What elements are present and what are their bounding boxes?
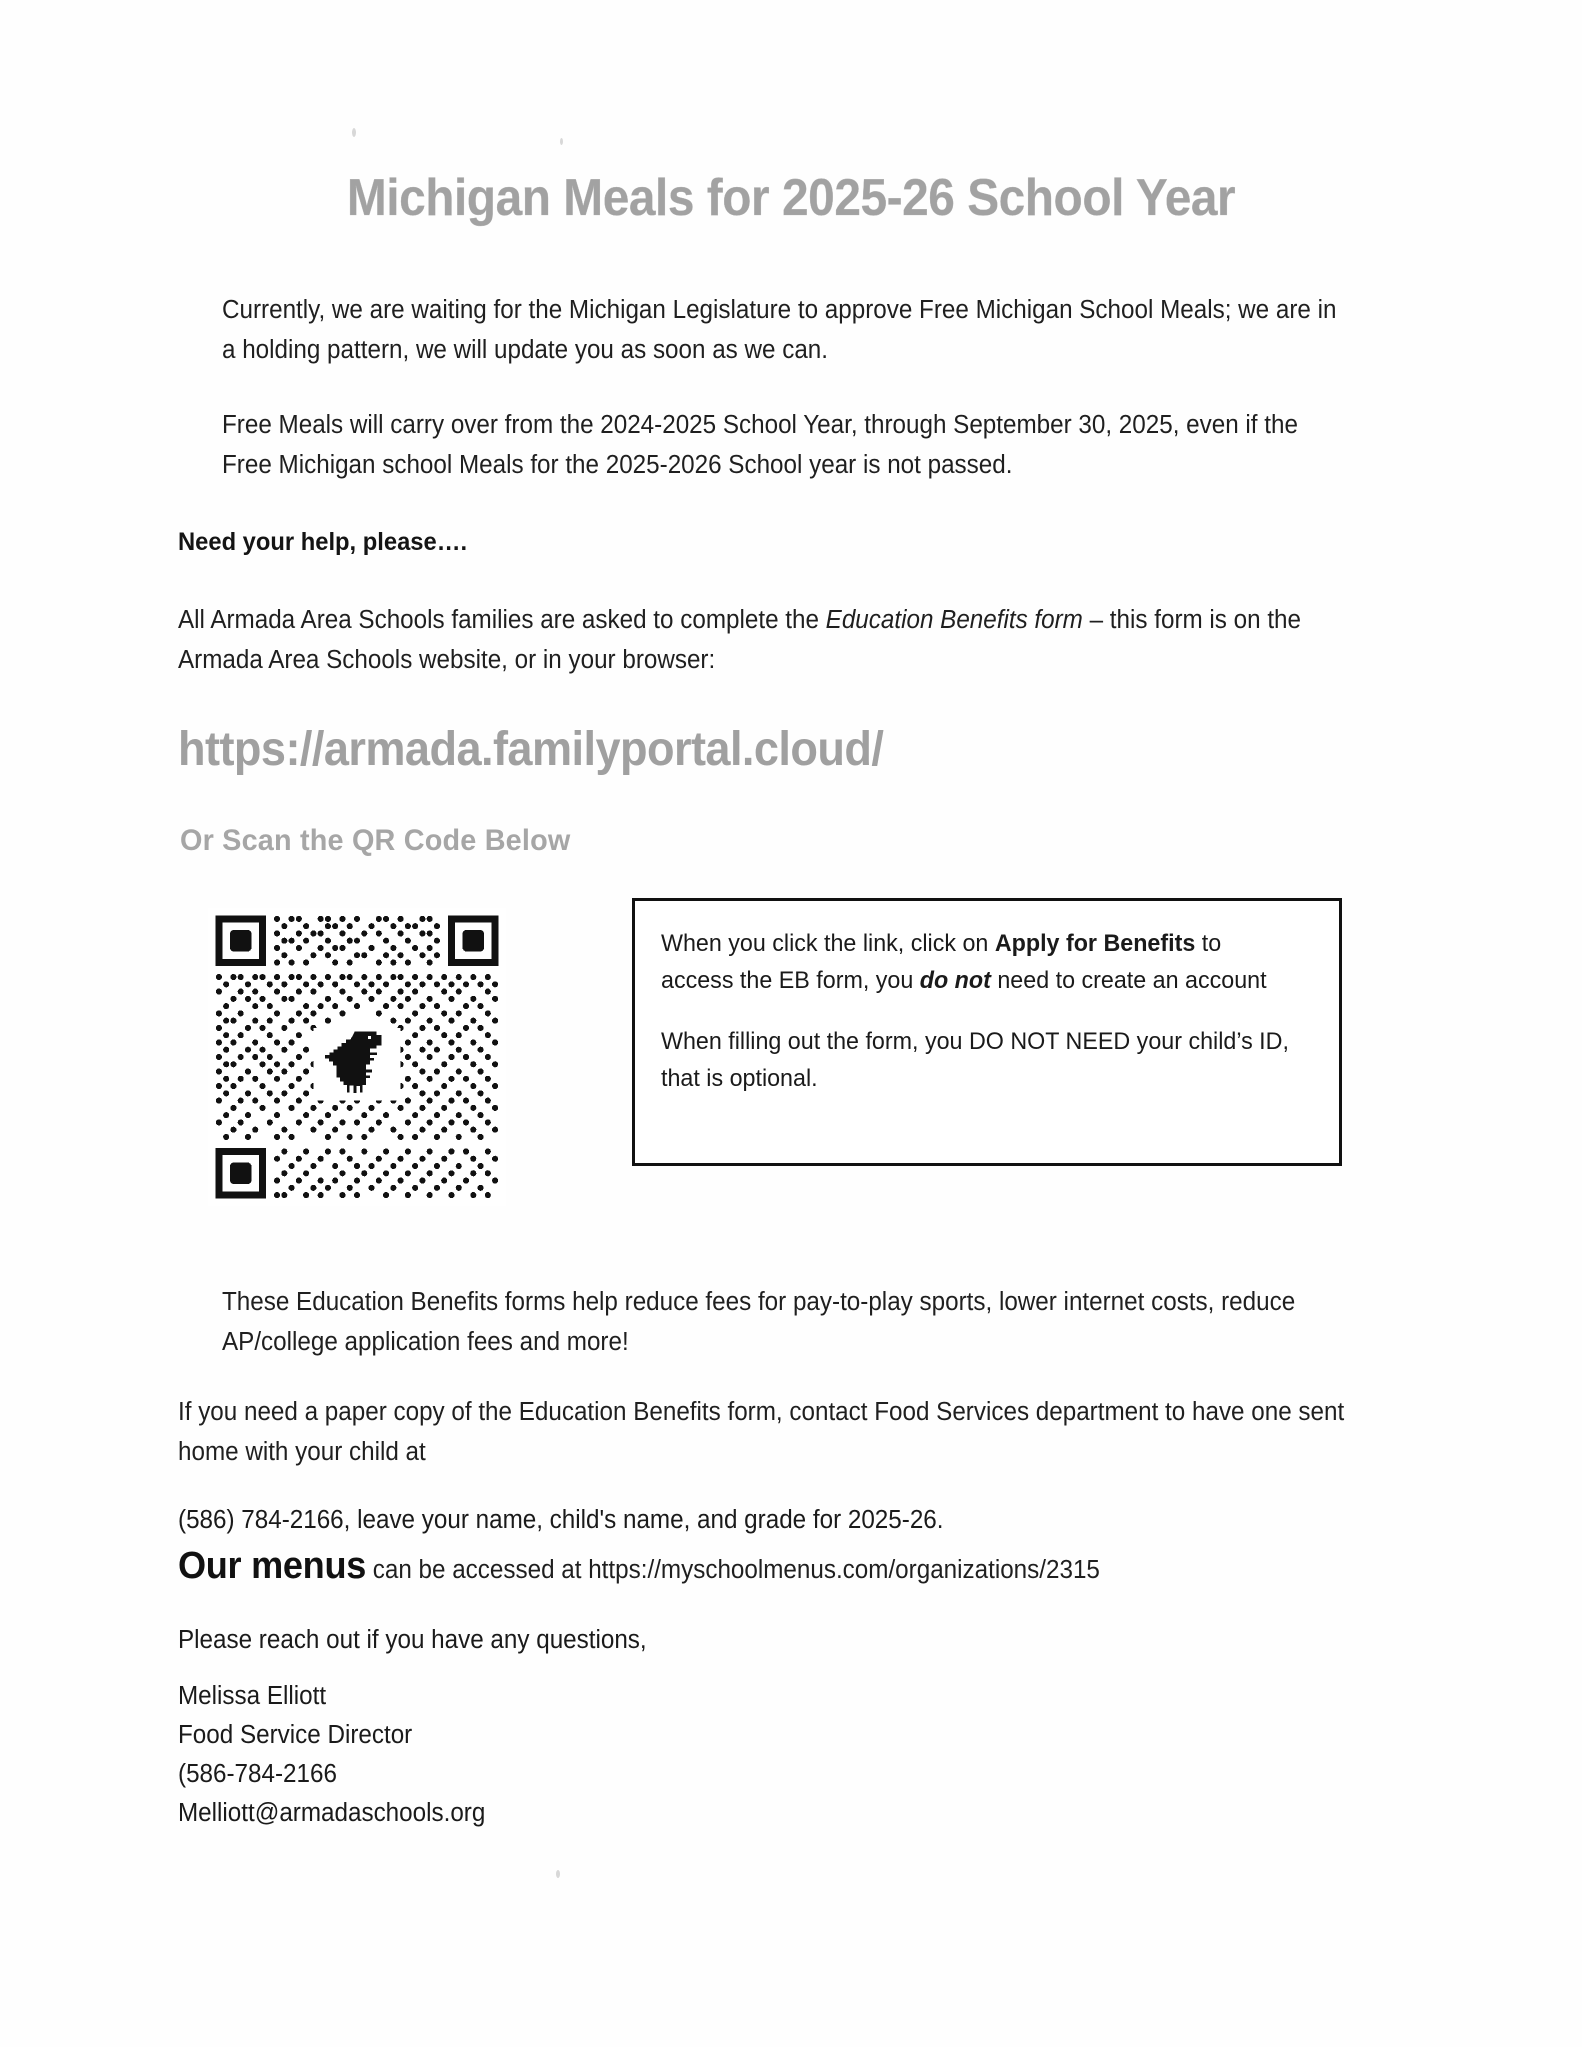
signature-phone: (586-784-2166 <box>178 1760 337 1788</box>
scan-speck <box>556 1870 560 1878</box>
signature-email[interactable]: Melliott@armadaschools.org <box>178 1799 486 1827</box>
signature-role: Food Service Director <box>178 1721 413 1749</box>
page-title: Michigan Meals for 2025-26 School Year <box>346 169 1236 227</box>
callout-text-3: need to create an account <box>990 967 1267 994</box>
callout-box <box>632 898 1342 1166</box>
paragraph-paper-copy: If you need a paper copy of the Education Benefits form, contact Food Services department to have one sent home with your child at <box>178 1398 1345 1466</box>
scan-qr-heading: Or Scan the QR Code Below <box>180 824 571 857</box>
apply-for-benefits-bold: Apply for Benefits <box>994 930 1196 957</box>
our-menus-heading: Our menus <box>178 1545 367 1587</box>
signature-name: Melissa Elliott <box>178 1682 327 1710</box>
do-not-bold-italic: do not <box>919 967 991 994</box>
education-benefits-form-italic: Education Benefits form <box>825 606 1083 634</box>
paragraph-3-text-before: All Armada Area Schools families are asked to complete the <box>178 606 826 634</box>
family-portal-url[interactable]: https://armada.familyportal.cloud/ <box>178 723 884 776</box>
scan-speck <box>560 138 563 145</box>
callout-paragraph-apply <box>661 925 1293 999</box>
signature-block <box>178 1677 485 1833</box>
paragraph-3-text-after: – this form is on the Armada Area Schools website, or in your browser: <box>178 606 1302 674</box>
callout-text-1: When you click the link, click on <box>661 930 995 957</box>
menus-url-text[interactable]: can be accessed at https://myschoolmenus.com/organizations/2315 <box>366 1556 1100 1584</box>
closing-line: Please reach out if you have any questions, <box>178 1626 647 1654</box>
qr-code[interactable] <box>208 908 506 1206</box>
food-services-phone-line: (586) 784-2166, leave your name, child's name, and grade for 2025-26. <box>178 1506 944 1534</box>
paragraph-free-meals-carryover: Free Meals will carry over from the 2024-2025 School Year, through September 30, 2025, even if the Free Michigan school Meals for the 2025-2026 School year is not passed. <box>222 411 1298 479</box>
callout-paragraph-child-id: When filling out the form, you DO NOT NEED your child’s ID, that is optional. <box>661 1028 1289 1092</box>
menus-line <box>178 1545 1100 1588</box>
paragraph-benefits-reduce-fees: These Education Benefits forms help reduce fees for pay-to-play sports, lower internet costs, reduce AP/college application fees and more! <box>222 1288 1296 1356</box>
scan-speck <box>352 128 356 137</box>
paragraph-education-benefits-form <box>178 600 1347 680</box>
callout-text-2: to access the EB form, you <box>661 930 1222 994</box>
need-help-heading: Need your help, please…. <box>178 528 468 556</box>
paragraph-legislature-waiting: Currently, we are waiting for the Michigan Legislature to approve Free Michigan School Meals; we are in a holding pattern, we will update you as soon as we can. <box>222 296 1337 364</box>
callout-inner <box>635 901 1339 1097</box>
